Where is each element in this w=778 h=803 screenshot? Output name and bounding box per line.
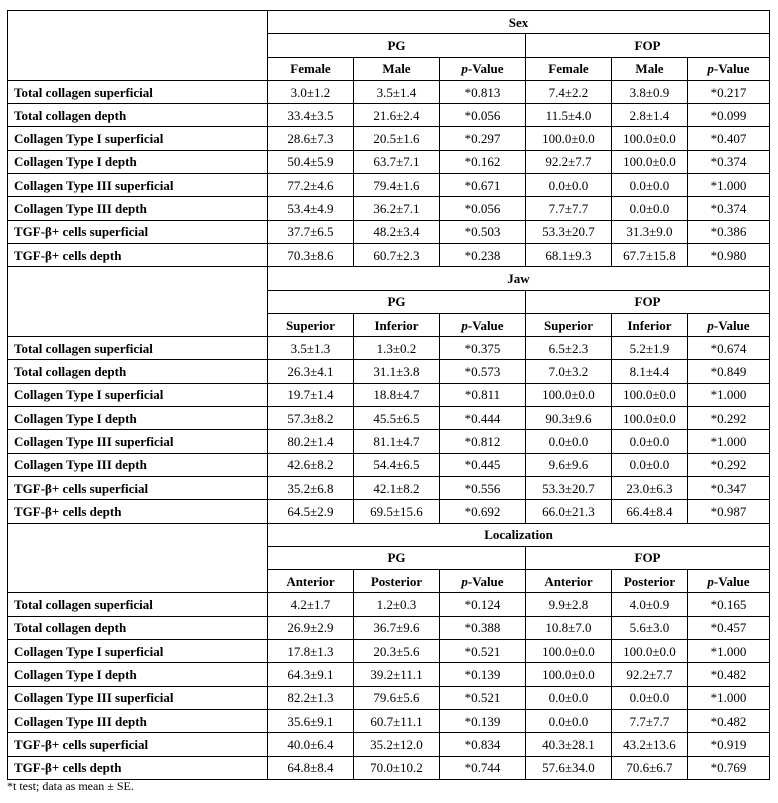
table-cell: 9.6±9.6 — [526, 453, 612, 476]
group-header: FOP — [526, 290, 770, 313]
table-cell: 37.7±6.5 — [268, 220, 354, 243]
table-cell: 20.3±5.6 — [354, 640, 440, 663]
table-cell: 1.3±0.2 — [354, 337, 440, 360]
table-cell: 42.1±8.2 — [354, 476, 440, 499]
table-cell: 90.3±9.6 — [526, 407, 612, 430]
table-cell: *0.744 — [440, 756, 526, 779]
row-label: Collagen Type III superficial — [8, 430, 268, 453]
table-cell: 100.0±0.0 — [526, 640, 612, 663]
table-cell: *0.407 — [688, 127, 770, 150]
group-header: FOP — [526, 546, 770, 569]
table-cell: 17.8±1.3 — [268, 640, 354, 663]
table-cell: *0.482 — [688, 709, 770, 732]
group-header: PG — [268, 546, 526, 569]
table-cell: 0.0±0.0 — [612, 686, 688, 709]
group-header: PG — [268, 34, 526, 57]
table-cell: 79.6±5.6 — [354, 686, 440, 709]
row-label: Total collagen superficial — [8, 337, 268, 360]
table-row — [8, 430, 770, 453]
row-label: Total collagen superficial — [8, 80, 268, 103]
row-label: Total collagen depth — [8, 616, 268, 639]
table-cell: 18.8±4.7 — [354, 383, 440, 406]
row-label: Collagen Type I depth — [8, 407, 268, 430]
table-cell: 5.2±1.9 — [612, 337, 688, 360]
table-cell: *0.165 — [688, 593, 770, 616]
table-cell: 100.0±0.0 — [612, 150, 688, 173]
table-row — [8, 80, 770, 103]
table-cell: 28.6±7.3 — [268, 127, 354, 150]
table-cell: 100.0±0.0 — [612, 383, 688, 406]
table-cell: 64.3±9.1 — [268, 663, 354, 686]
table-cell: 53.3±20.7 — [526, 220, 612, 243]
table-cell: 53.3±20.7 — [526, 476, 612, 499]
table-cell: 100.0±0.0 — [526, 663, 612, 686]
table-cell: 82.2±1.3 — [268, 686, 354, 709]
column-header: Male — [354, 57, 440, 80]
table-cell: 40.0±6.4 — [268, 733, 354, 756]
table-cell: *0.919 — [688, 733, 770, 756]
table-row — [8, 243, 770, 266]
table-row — [8, 127, 770, 150]
table-cell: *0.374 — [688, 150, 770, 173]
p-letter: p — [461, 317, 468, 333]
table-cell: 4.0±0.9 — [612, 593, 688, 616]
p-letter: p — [707, 317, 714, 333]
table-cell: 35.2±6.8 — [268, 476, 354, 499]
column-header: Posterior — [354, 570, 440, 593]
table-cell: *0.445 — [440, 453, 526, 476]
table-cell: 21.6±2.4 — [354, 104, 440, 127]
section-title-row — [8, 523, 770, 546]
table-row — [8, 616, 770, 639]
table-cell: 35.2±12.0 — [354, 733, 440, 756]
table-cell: *0.521 — [440, 686, 526, 709]
table-cell: 31.1±3.8 — [354, 360, 440, 383]
table-cell: 4.2±1.7 — [268, 593, 354, 616]
table-cell: 26.9±2.9 — [268, 616, 354, 639]
table-cell: 66.0±21.3 — [526, 500, 612, 523]
table-row — [8, 663, 770, 686]
table-cell: *0.521 — [440, 640, 526, 663]
column-header: p-Value — [440, 570, 526, 593]
row-label: TGF-β+ cells depth — [8, 756, 268, 779]
column-header: p-Value — [440, 57, 526, 80]
table-cell: 77.2±4.6 — [268, 174, 354, 197]
column-header: Anterior — [268, 570, 354, 593]
column-header: p-Value — [688, 570, 770, 593]
table-cell: *0.849 — [688, 360, 770, 383]
table-row — [8, 407, 770, 430]
table-row — [8, 197, 770, 220]
table-cell: 100.0±0.0 — [612, 127, 688, 150]
row-label: Collagen Type I superficial — [8, 127, 268, 150]
row-label: TGF-β+ cells superficial — [8, 476, 268, 499]
table-cell: 0.0±0.0 — [526, 686, 612, 709]
table-cell: *0.503 — [440, 220, 526, 243]
row-label: Total collagen depth — [8, 104, 268, 127]
table-cell: 3.5±1.4 — [354, 80, 440, 103]
column-header: Anterior — [526, 570, 612, 593]
column-header: Superior — [526, 313, 612, 336]
table-cell: 7.7±7.7 — [612, 709, 688, 732]
table-cell: 42.6±8.2 — [268, 453, 354, 476]
table-cell: *0.457 — [688, 616, 770, 639]
table-cell: 11.5±4.0 — [526, 104, 612, 127]
table-row — [8, 476, 770, 499]
row-label: Total collagen superficial — [8, 593, 268, 616]
table-cell: 80.2±1.4 — [268, 430, 354, 453]
table-cell: *0.386 — [688, 220, 770, 243]
table-cell: *0.556 — [440, 476, 526, 499]
row-label: TGF-β+ cells superficial — [8, 220, 268, 243]
p-letter: p — [461, 61, 468, 77]
group-header: FOP — [526, 34, 770, 57]
table-cell: 39.2±11.1 — [354, 663, 440, 686]
footnote: *t test; data as mean ± SE. — [7, 779, 134, 793]
table-cell: 64.8±8.4 — [268, 756, 354, 779]
row-label: Collagen Type III superficial — [8, 686, 268, 709]
table-cell: *0.139 — [440, 709, 526, 732]
table-cell: 57.3±8.2 — [268, 407, 354, 430]
table-cell: *0.292 — [688, 407, 770, 430]
row-label: Collagen Type III depth — [8, 453, 268, 476]
table-cell: 69.5±15.6 — [354, 500, 440, 523]
table-cell: 60.7±11.1 — [354, 709, 440, 732]
table-cell: 1.2±0.3 — [354, 593, 440, 616]
table-cell: *0.692 — [440, 500, 526, 523]
table-cell: *0.124 — [440, 593, 526, 616]
column-header: Female — [268, 57, 354, 80]
table-row — [8, 360, 770, 383]
table-cell: 31.3±9.0 — [612, 220, 688, 243]
table-cell: *0.769 — [688, 756, 770, 779]
table-row — [8, 733, 770, 756]
table-cell: 81.1±4.7 — [354, 430, 440, 453]
table-cell: 100.0±0.0 — [612, 407, 688, 430]
table-cell: 70.3±8.6 — [268, 243, 354, 266]
data-table — [7, 10, 770, 780]
table-row — [8, 220, 770, 243]
table-cell: 66.4±8.4 — [612, 500, 688, 523]
column-header: Male — [612, 57, 688, 80]
column-header: p-Value — [688, 57, 770, 80]
table-cell: *0.162 — [440, 150, 526, 173]
blank-cell — [8, 11, 268, 81]
table-cell: *0.297 — [440, 127, 526, 150]
table-cell: *0.573 — [440, 360, 526, 383]
table-row — [8, 104, 770, 127]
table-cell: 70.6±6.7 — [612, 756, 688, 779]
column-header: Posterior — [612, 570, 688, 593]
table-cell: 26.3±4.1 — [268, 360, 354, 383]
table-cell: *1.000 — [688, 640, 770, 663]
table-cell: 0.0±0.0 — [526, 430, 612, 453]
group-header: PG — [268, 290, 526, 313]
table-cell: 23.0±6.3 — [612, 476, 688, 499]
table-cell: 9.9±2.8 — [526, 593, 612, 616]
table-cell: *0.292 — [688, 453, 770, 476]
table-cell: 54.4±6.5 — [354, 453, 440, 476]
table-cell: 35.6±9.1 — [268, 709, 354, 732]
table-cell: *0.671 — [440, 174, 526, 197]
table-cell: 0.0±0.0 — [612, 174, 688, 197]
table-cell: *0.375 — [440, 337, 526, 360]
table-cell: *1.000 — [688, 430, 770, 453]
table-cell: 40.3±28.1 — [526, 733, 612, 756]
table-cell: 68.1±9.3 — [526, 243, 612, 266]
table-cell: *0.980 — [688, 243, 770, 266]
table-cell: *0.444 — [440, 407, 526, 430]
row-label: Collagen Type III depth — [8, 197, 268, 220]
section-title-row — [8, 267, 770, 290]
table-cell: 2.8±1.4 — [612, 104, 688, 127]
table-row — [8, 500, 770, 523]
table-cell: *0.834 — [440, 733, 526, 756]
column-header: Inferior — [354, 313, 440, 336]
table-cell: *0.056 — [440, 197, 526, 220]
table-row — [8, 383, 770, 406]
row-label: TGF-β+ cells superficial — [8, 733, 268, 756]
table-cell: *0.813 — [440, 80, 526, 103]
table-cell: 7.0±3.2 — [526, 360, 612, 383]
table-row — [8, 640, 770, 663]
table-cell: 10.8±7.0 — [526, 616, 612, 639]
table-cell: 79.4±1.6 — [354, 174, 440, 197]
table-row — [8, 756, 770, 779]
table-cell: 3.0±1.2 — [268, 80, 354, 103]
table-cell: 0.0±0.0 — [526, 174, 612, 197]
table-cell: *1.000 — [688, 383, 770, 406]
table-cell: 50.4±5.9 — [268, 150, 354, 173]
table-cell: 70.0±10.2 — [354, 756, 440, 779]
table-cell: 0.0±0.0 — [612, 453, 688, 476]
table-cell: 36.7±9.6 — [354, 616, 440, 639]
table-cell: 20.5±1.6 — [354, 127, 440, 150]
table-cell: 48.2±3.4 — [354, 220, 440, 243]
table-cell: 45.5±6.5 — [354, 407, 440, 430]
table-cell: 100.0±0.0 — [612, 640, 688, 663]
table-cell: *0.482 — [688, 663, 770, 686]
table-row — [8, 686, 770, 709]
table-cell: *0.238 — [440, 243, 526, 266]
blank-cell — [8, 267, 268, 337]
table-cell: *0.139 — [440, 663, 526, 686]
p-letter: p — [707, 573, 714, 589]
table-row — [8, 174, 770, 197]
table-cell: 60.7±2.3 — [354, 243, 440, 266]
row-label: Collagen Type I superficial — [8, 383, 268, 406]
table-row — [8, 337, 770, 360]
table-cell: 0.0±0.0 — [612, 197, 688, 220]
table-cell: 3.8±0.9 — [612, 80, 688, 103]
table-cell: *0.674 — [688, 337, 770, 360]
table-cell: 5.6±3.0 — [612, 616, 688, 639]
table-cell: *0.388 — [440, 616, 526, 639]
table-cell: 0.0±0.0 — [612, 430, 688, 453]
table-cell: 100.0±0.0 — [526, 127, 612, 150]
section-title-row — [8, 11, 770, 34]
table-cell: *0.056 — [440, 104, 526, 127]
table-cell: 57.6±34.0 — [526, 756, 612, 779]
column-header: Superior — [268, 313, 354, 336]
row-label: TGF-β+ cells depth — [8, 500, 268, 523]
table-body — [8, 11, 770, 780]
table-cell: 92.2±7.7 — [612, 663, 688, 686]
table-cell: 33.4±3.5 — [268, 104, 354, 127]
table-cell: 6.5±2.3 — [526, 337, 612, 360]
column-header: p-Value — [688, 313, 770, 336]
p-letter: p — [461, 573, 468, 589]
table-cell: *0.811 — [440, 383, 526, 406]
table-cell: *1.000 — [688, 686, 770, 709]
blank-cell — [8, 523, 268, 593]
table-cell: 36.2±7.1 — [354, 197, 440, 220]
table-row — [8, 453, 770, 476]
row-label: Collagen Type I superficial — [8, 640, 268, 663]
table-cell: 0.0±0.0 — [526, 709, 612, 732]
table-cell: 92.2±7.7 — [526, 150, 612, 173]
table-cell: 8.1±4.4 — [612, 360, 688, 383]
table-cell: 64.5±2.9 — [268, 500, 354, 523]
row-label: Collagen Type I depth — [8, 663, 268, 686]
table-cell: 63.7±7.1 — [354, 150, 440, 173]
table-cell: *0.217 — [688, 80, 770, 103]
section-title: Localization — [268, 523, 770, 546]
table-cell: *0.099 — [688, 104, 770, 127]
table-cell: 7.4±2.2 — [526, 80, 612, 103]
table-cell: 100.0±0.0 — [526, 383, 612, 406]
table-row — [8, 150, 770, 173]
table-cell: *0.987 — [688, 500, 770, 523]
column-header: Inferior — [612, 313, 688, 336]
row-label: Collagen Type III superficial — [8, 174, 268, 197]
row-label: TGF-β+ cells depth — [8, 243, 268, 266]
table-cell: *0.374 — [688, 197, 770, 220]
table-cell: *0.812 — [440, 430, 526, 453]
table-row — [8, 593, 770, 616]
table-row — [8, 709, 770, 732]
column-header: Female — [526, 57, 612, 80]
table-cell: 43.2±13.6 — [612, 733, 688, 756]
table-cell: *1.000 — [688, 174, 770, 197]
table-cell: 7.7±7.7 — [526, 197, 612, 220]
row-label: Collagen Type III depth — [8, 709, 268, 732]
section-title: Jaw — [268, 267, 770, 290]
table-cell: 53.4±4.9 — [268, 197, 354, 220]
row-label: Collagen Type I depth — [8, 150, 268, 173]
table-cell: *0.347 — [688, 476, 770, 499]
section-title: Sex — [268, 11, 770, 34]
row-label: Total collagen depth — [8, 360, 268, 383]
table-cell: 3.5±1.3 — [268, 337, 354, 360]
table-cell: 67.7±15.8 — [612, 243, 688, 266]
table-cell: 19.7±1.4 — [268, 383, 354, 406]
p-letter: p — [707, 61, 714, 77]
column-header: p-Value — [440, 313, 526, 336]
